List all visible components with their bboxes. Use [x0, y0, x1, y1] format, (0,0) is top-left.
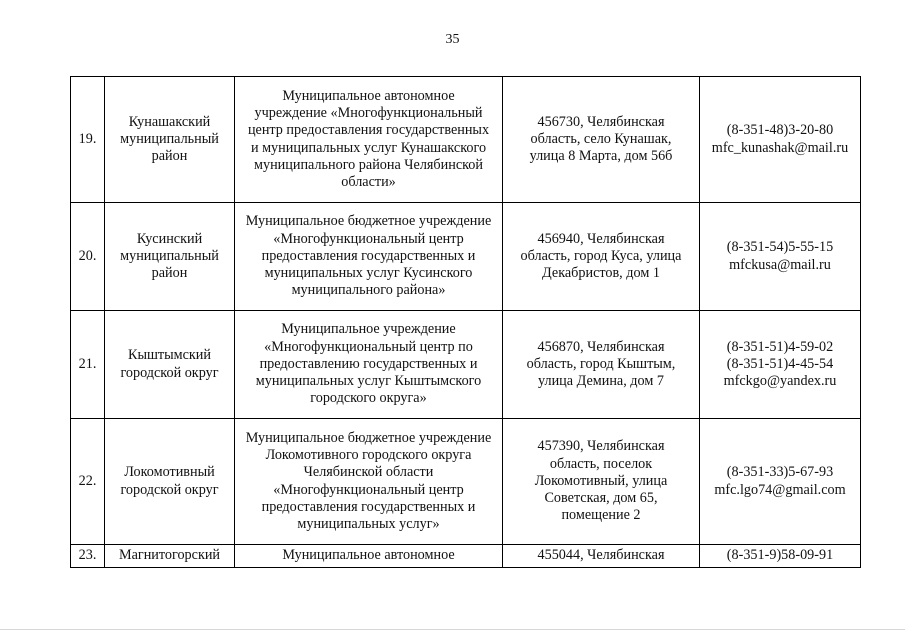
organization-cell: [235, 419, 503, 545]
municipality-name-line: муниципальный: [120, 130, 219, 147]
organization-cell: [235, 77, 503, 203]
address-cell: [503, 203, 700, 311]
organization-line: «Многофункциональный центр: [273, 230, 464, 247]
address-cell: [503, 311, 700, 419]
address-line: область, поселок: [549, 455, 653, 472]
municipality-name-line: район: [151, 148, 188, 165]
municipality-name-line: муниципальный: [120, 247, 219, 264]
row-number: 23.: [71, 545, 105, 568]
municipality-name-cell: [105, 545, 235, 568]
address-line: помещение 2: [561, 507, 641, 524]
organization-line: области»: [341, 173, 396, 190]
organization-line: Муниципальное автономное: [282, 547, 455, 564]
organization-line: учреждение «Многофункциональный: [254, 105, 483, 122]
table-row: [71, 311, 861, 419]
address-line: 455044, Челябинская: [537, 547, 665, 564]
organization-line: городского округа»: [310, 390, 427, 407]
mfc-registry-table: [70, 76, 861, 568]
address-line: 456870, Челябинская: [537, 338, 665, 355]
contacts-cell: [700, 419, 861, 545]
municipality-name-line: Магнитогорский: [118, 547, 221, 564]
address-line: 456730, Челябинская: [537, 113, 665, 130]
municipality-name-cell: [105, 77, 235, 203]
municipality-name-cell: [105, 203, 235, 311]
address-line: 456940, Челябинская: [537, 230, 665, 247]
organization-line: муниципальных услуг»: [297, 515, 440, 532]
organization-line: Челябинской области: [303, 464, 434, 481]
organization-line: муниципального района»: [291, 282, 446, 299]
email-address: mfckgo@yandex.ru: [723, 373, 837, 390]
contacts-cell: [700, 203, 861, 311]
organization-line: Муниципальное бюджетное учреждение: [245, 213, 492, 230]
page-number: 35: [445, 32, 460, 47]
address-line: область, село Кунашак,: [530, 130, 672, 147]
municipality-name-line: Кусинский: [136, 230, 203, 247]
address-cell: [503, 77, 700, 203]
municipality-name-line: район: [151, 265, 188, 282]
organization-line: центр предоставления государственных: [247, 122, 490, 139]
address-cell: [503, 419, 700, 545]
municipality-name-line: городской округ: [120, 481, 219, 498]
phone-number: (8-351-9)58-09-91: [726, 547, 834, 564]
organization-cell: [235, 545, 503, 568]
email-address: mfc.lgo74@gmail.com: [714, 481, 846, 498]
organization-line: предоставления государственных и: [261, 498, 476, 515]
municipality-name-cell: [105, 311, 235, 419]
table-row: [71, 77, 861, 203]
row-number: 19.: [71, 77, 105, 203]
phone-number: (8-351-33)5-67-93: [726, 464, 834, 481]
address-line: 457390, Челябинская: [537, 438, 665, 455]
organization-line: и муниципальных услуг Кунашакского: [250, 139, 487, 156]
address-line: Советская, дом 65,: [544, 490, 658, 507]
phone-number: (8-351-48)3-20-80: [726, 122, 834, 139]
organization-line: Муниципальное учреждение: [281, 321, 456, 338]
phone-number: (8-351-54)5-55-15: [726, 239, 834, 256]
contacts-cell: [700, 545, 861, 568]
scan-edge-line: [0, 629, 905, 630]
organization-line: муниципальных услуг Кусинского: [264, 265, 473, 282]
organization-cell: [235, 311, 503, 419]
organization-line: предоставления государственных и: [261, 247, 476, 264]
municipality-name-line: Кыштымский: [127, 347, 211, 364]
contacts-cell: [700, 311, 861, 419]
address-line: улица 8 Марта, дом 56б: [529, 148, 673, 165]
address-cell: [503, 545, 700, 568]
organization-line: Муниципальное бюджетное учреждение: [245, 429, 492, 446]
address-line: Декабристов, дом 1: [542, 265, 660, 282]
contacts-cell: [700, 77, 861, 203]
row-number: 20.: [71, 203, 105, 311]
row-number: 21.: [71, 311, 105, 419]
organization-cell: [235, 203, 503, 311]
address-line: улица Демина, дом 7: [538, 373, 664, 390]
organization-line: Локомотивного городского округа: [265, 447, 472, 464]
address-line: область, город Кыштым,: [526, 355, 676, 372]
organization-line: «Многофункциональный центр по: [264, 338, 473, 355]
organization-line: муниципального района Челябинской: [254, 156, 483, 173]
organization-line: муниципальных услуг Кыштымского: [255, 373, 482, 390]
phone-number: (8-351-51)4-59-02: [726, 338, 834, 355]
organization-line: предоставлению государственных и: [259, 355, 478, 372]
organization-line: «Многофункциональный центр: [273, 481, 464, 498]
table-row: [71, 545, 861, 568]
municipality-name-line: городской округ: [120, 364, 219, 381]
email-address: mfc_kunashak@mail.ru: [711, 139, 849, 156]
phone-number: (8-351-51)4-45-54: [726, 355, 834, 372]
row-number: 22.: [71, 419, 105, 545]
table-row: [71, 203, 861, 311]
organization-line: Муниципальное автономное: [282, 87, 455, 104]
municipality-name-line: Локомотивный: [124, 464, 215, 481]
municipality-name-cell: [105, 419, 235, 545]
email-address: mfckusa@mail.ru: [729, 256, 831, 273]
address-line: область, город Куса, улица: [520, 247, 682, 264]
address-line: Локомотивный, улица: [534, 472, 668, 489]
municipality-name-line: Кунашакский: [128, 113, 211, 130]
table-row: [71, 419, 861, 545]
